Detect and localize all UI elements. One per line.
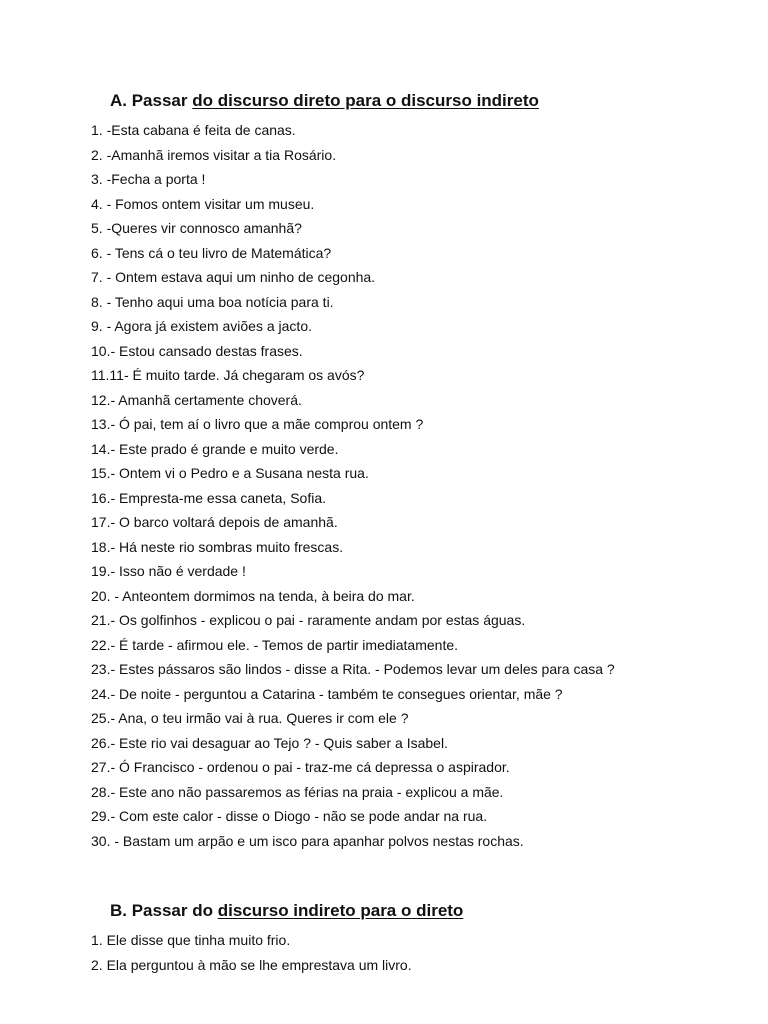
section-a-title-prefix: A. Passar — [110, 91, 193, 110]
exercise-item: 28.- Este ano não passaremos as férias na praia - explicou a mãe. — [91, 783, 504, 800]
exercise-item: 8. - Tenho aqui uma boa notícia para ti. — [91, 293, 334, 310]
exercise-item: 19.- Isso não é verdade ! — [91, 563, 246, 579]
exercise-item: 27.- Ó Francisco - ordenou o pai - traz-me cá depressa o aspirador. — [91, 759, 510, 775]
exercise-item: 12.- Amanhã certamente choverá. — [91, 391, 302, 408]
exercise-item: 7. - Ontem estava aqui um ninho de cegonha. — [91, 269, 376, 285]
exercise-item: 21.- Os golfinhos - explicou o pai - raramente andam por estas águas. — [91, 612, 526, 628]
exercise-item: 2. -Amanhã iremos visitar a tia Rosário. — [91, 146, 337, 163]
section-a-title-underlined: do discurso direto para o discurso indireto — [192, 91, 539, 110]
section-a-exercise-list — [91, 121, 615, 856]
exercise-item: 29.- Com este calor - disse o Diogo - não se pode andar na rua. — [91, 808, 488, 824]
exercise-item: 18.- Há neste rio sombras muito frescas. — [91, 538, 344, 555]
section-a-title — [110, 91, 539, 111]
exercise-item: 26.- Este rio vai desaguar ao Tejo ? - Quis saber a Isabel. — [91, 734, 448, 751]
exercise-item: 17.- O barco voltará depois de amanhã. — [91, 514, 338, 530]
exercise-item: 6. - Tens cá o teu livro de Matemática? — [91, 244, 332, 261]
exercise-item: 20. - Anteontem dormimos na tenda, à beira do mar. — [91, 587, 415, 604]
exercise-item: 30. - Bastam um arpão e um isco para apanhar polvos nestas rochas. — [91, 832, 524, 849]
exercise-item: 13.- Ó pai, tem aí o livro que a mãe comprou ontem ? — [91, 416, 424, 432]
exercise-item: 24.- De noite - perguntou a Catarina - também te consegues orientar, mãe ? — [91, 685, 563, 702]
exercise-item: 1. Ele disse que tinha muito frio. — [91, 932, 291, 948]
exercise-item: 10.- Estou cansado destas frases. — [91, 342, 303, 359]
section-b-exercise-list — [91, 931, 412, 980]
section-b-title-prefix: B. Passar do — [110, 901, 218, 920]
exercise-item: 1. -Esta cabana é feita de canas. — [91, 122, 296, 138]
exercise-item: 2. Ela perguntou à mão se lhe emprestava um livro. — [91, 956, 412, 973]
exercise-item: 4. - Fomos ontem visitar um museu. — [91, 195, 315, 212]
exercise-item: 5. -Queres vir connosco amanhã? — [91, 220, 302, 236]
exercise-item: 15.- Ontem vi o Pedro e a Susana nesta rua. — [91, 465, 369, 481]
exercise-item: 23.- Estes pássaros são lindos - disse a Rita. - Podemos levar um deles para casa ? — [91, 661, 615, 677]
section-b-title — [110, 901, 463, 921]
section-b-title-underlined: discurso indireto para o direto — [217, 901, 464, 920]
exercise-item: 25.- Ana, o teu irmão vai à rua. Queres ir com ele ? — [91, 710, 409, 726]
exercise-item: 14.- Este prado é grande e muito verde. — [91, 440, 339, 457]
exercise-item: 9. - Agora já existem aviões a jacto. — [91, 318, 312, 334]
exercise-item: 11.11- É muito tarde. Já chegaram os avós? — [91, 367, 365, 383]
exercise-item: 3. -Fecha a porta ! — [91, 171, 206, 187]
exercise-item: 22.- É tarde - afirmou ele. - Temos de partir imediatamente. — [91, 636, 459, 653]
exercise-item: 16.- Empresta-me essa caneta, Sofia. — [91, 489, 326, 506]
